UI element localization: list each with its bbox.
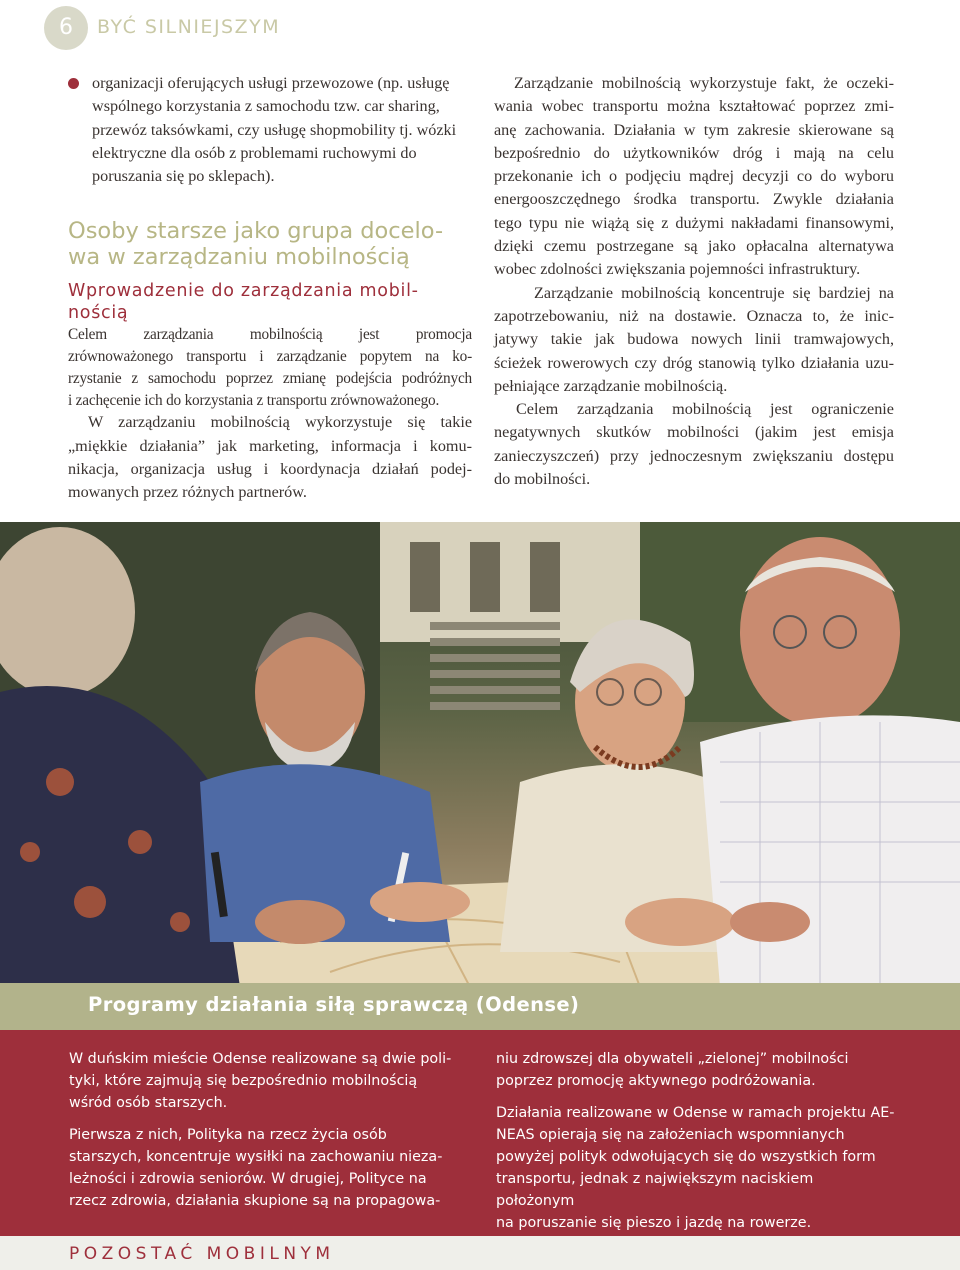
text-line: negatywnych skutków mobilności (jakim jest emisja	[494, 423, 894, 442]
text-line: na poruszanie się pieszo i jazdę na rowerze.	[496, 1215, 812, 1231]
page-number: 6	[44, 6, 88, 50]
text-line: mowanych przez różnych partnerów.	[68, 483, 307, 502]
text-line: Pierwsza z nich, Polityka na rzecz życia osób	[69, 1127, 387, 1143]
box-title-bar	[0, 983, 960, 1030]
footer	[0, 1236, 960, 1270]
box-paragraph	[496, 1102, 896, 1234]
text-line: W duńskim mieście Odense realizowane są dwie poli-	[69, 1051, 452, 1067]
text-line: ścieżek rowerowych czy dróg stanowią tylko działania uzu-	[494, 353, 894, 372]
text-line: „miękkie działania” jak marketing, informacja i komu-	[68, 436, 472, 455]
right-column	[494, 72, 894, 491]
text-line: jatywy takie jak budowa nowych linii tramwajowych,	[494, 330, 894, 349]
box-right-column	[496, 1048, 896, 1234]
box-title: Programy działania siłą sprawczą (Odense)	[88, 993, 580, 1016]
box-paragraph	[69, 1124, 469, 1212]
bullet-line: wspólnego korzystania z samochodu tzw. car sharing,	[92, 97, 440, 116]
photo-seniors-with-map	[0, 522, 960, 987]
text-line: do mobilności.	[494, 470, 591, 489]
footer-label: POZOSTAĆ MOBILNYM	[69, 1244, 335, 1264]
text-line: Zarządzanie mobilnością koncentruje się bardziej na	[534, 283, 894, 302]
bullet-line: organizacji oferujących usługi przewozowe (np. usługę	[92, 74, 450, 92]
section-heading-line: Osoby starsze jako grupa docelo-	[68, 218, 444, 245]
paragraph	[494, 72, 894, 282]
running-title: BYĆ SILNIEJSZYM	[97, 16, 281, 38]
box-body	[0, 1030, 960, 1236]
text-line: leżności i zdrowia seniorów. W drugiej, Polityce na	[69, 1171, 427, 1187]
text-line: zrównoważonego transportu i zarządzanie popytem na ko-	[68, 348, 472, 366]
paragraph	[68, 411, 472, 504]
text-line: wśród osób starszych.	[69, 1095, 228, 1111]
text-line: zapotrzebowaniu, niż na dostawie. Oznacza to, że inic-	[494, 306, 894, 325]
text-line: NEAS opierają się na założeniach wspomnianych	[496, 1127, 845, 1143]
text-line: tego typu nie wiążą się z dużymi nakładami finansowymi,	[494, 213, 894, 232]
text-line: anę zachowania. Działania w tym zakresie skierowane są	[494, 120, 894, 139]
subheading-line: nością	[68, 303, 129, 324]
text-line: rzecz zdrowia, działania skupione są na propagowa-	[69, 1193, 441, 1209]
box-paragraph	[69, 1048, 469, 1114]
left-column	[68, 72, 472, 504]
text-line: powyżej polityk odwołujących się do wszystkich form	[496, 1149, 876, 1165]
text-line: transportu, jednak z największym naciskiem położonym	[496, 1171, 814, 1209]
text-line: wobec zdolności zwiększania pojemności infrastruktury.	[494, 260, 861, 279]
section-heading	[68, 218, 472, 270]
paragraph	[494, 282, 894, 398]
text-line: wania wobec transportu można kształtować poprzez zmi-	[494, 97, 894, 116]
text-line: i zachęcenie ich do korzystania z transportu zrównoważonego.	[68, 391, 440, 409]
bullet-line: przewóz taksówkami, czy usługę shopmobility tj. wózki	[92, 120, 457, 139]
subheading-line: Wprowadzenie do zarządzania mobil-	[68, 281, 419, 302]
subheading	[68, 280, 472, 324]
text-line: Celem zarządzania mobilnością jest ograniczenie	[516, 400, 894, 419]
text-line: Celem zarządzania mobilnością jest promocja	[68, 326, 472, 344]
text-line: energooszczędnego środka transportu. Zwykle działania	[494, 190, 894, 209]
box-paragraph	[496, 1048, 896, 1092]
text-line: przekonanie ich o podjęciu mądrej decyzji co do wyboru	[494, 167, 894, 186]
text-line: Działania realizowane w Odense w ramach projektu AE-	[496, 1105, 895, 1121]
box-left-column	[69, 1048, 469, 1212]
text-line: poprzez promocję aktywnego podróżowania.	[496, 1073, 816, 1089]
bullet-line: poruszania się po sklepach).	[92, 167, 275, 186]
section-heading-line: wa w zarządzaniu mobilnością	[68, 244, 410, 271]
paragraph	[68, 324, 472, 411]
text-line: Zarządzanie mobilnością wykorzystuje fakt, że oczeki-	[514, 74, 894, 92]
text-line: nikacja, organizacja usług i koordynacja działań podej-	[68, 459, 472, 478]
text-line: pełniające zarządzanie mobilnością.	[494, 376, 728, 395]
text-line: W zarządzaniu mobilnością wykorzystuje się takie	[88, 413, 472, 432]
text-line: tyki, które zajmują się bezpośrednio mobilnością	[69, 1073, 418, 1089]
text-line: zanieczyszczeń) przy jednoczesnym zwiększaniu dostępu	[494, 446, 894, 465]
paragraph	[494, 398, 894, 491]
bullet-item	[68, 72, 472, 188]
text-line: starszych, koncentruje wysiłki na zachowaniu nieza-	[69, 1149, 443, 1165]
bullet-line: elektryczne dla osób z problemami ruchowymi do	[92, 143, 417, 162]
text-line: bezpośrednio do użytkowników dróg i mają na celu	[494, 143, 894, 162]
text-line: rzystanie z samochodu poprzez zmianę podejścia podróżnych	[68, 369, 472, 387]
text-line: dzięki czemu postrzegane są jako opłacalna alternatywa	[494, 237, 894, 256]
text-line: niu zdrowszej dla obywateli „zielonej” mobilności	[496, 1051, 849, 1067]
